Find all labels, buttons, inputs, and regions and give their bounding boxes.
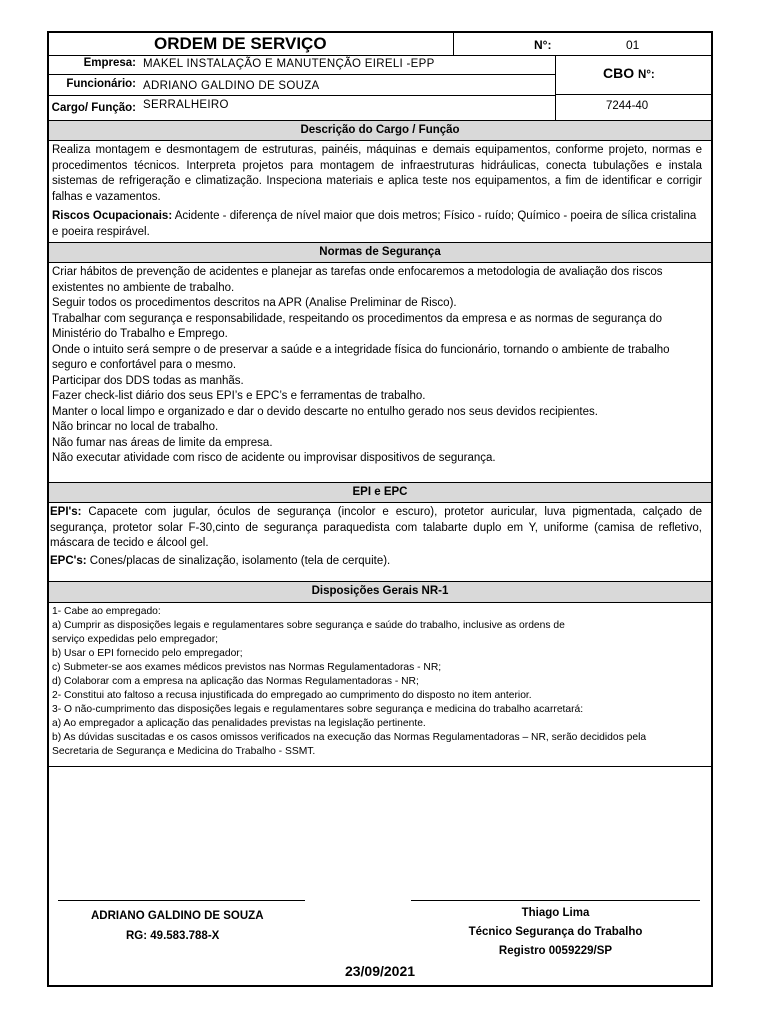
disposicao-item: 3- O não-cumprimento das disposições legais e regulamentares sobre segurança e medicina do trabalho acarretará:: [52, 704, 584, 715]
section-header-normas: Normas de Segurança: [49, 242, 711, 263]
norma-item: Onde o intuito será sempre o de preservar a saúde e a integridade física do funcionário, tornando o ambiente de trabalho seguro e confortável para o mesmo.: [52, 343, 670, 371]
technician-signature-line: [411, 900, 700, 901]
norma-item: Trabalhar com segurança e responsabilidade, respeitando os procedimentos da empresa e as normas de segurança do Ministério do Trabalho e Emprego.: [52, 312, 663, 340]
norma-item: Não fumar nas áreas de limite da empresa.: [52, 436, 273, 449]
empresa-value: MAKEL INSTALAÇÃO E MANUTENÇÃO EIRELI -EPP: [143, 58, 435, 70]
riscos-label: Riscos Ocupacionais:: [52, 210, 173, 222]
number-value: 01: [626, 38, 640, 52]
epi-label: EPI's:: [50, 506, 82, 518]
disposicao-item: d) Colaborar com a empresa na aplicação das Normas Regulamentadoras - NR;: [52, 676, 419, 687]
number-label: N°:: [534, 38, 552, 52]
section-header-descricao: Descrição do Cargo / Função: [49, 120, 711, 141]
descricao-text: Realiza montagem e desmontagem de estruturas, painéis, máquinas e demais equipamentos, conforme projeto, normas e procedimentos técnicos. Interpreta projetos para montagem de infraestruturas hidráulicas, conecta tubulações e instala sistemas de refrigeração e climatização. Inspeciona materiais e aplica teste nos equipamentos, a fim de identificar e corrigir falhas e vazamentos.: [52, 144, 702, 203]
disposicao-item: a) Ao empregador a aplicação das penalidades previstas na legislação pertinente.: [52, 718, 426, 729]
epc-label: EPC's:: [50, 554, 87, 567]
disposicoes-block: [52, 605, 707, 759]
riscos-paragraph: [52, 209, 702, 240]
norma-item: Participar dos DDS todas as manhãs.: [52, 374, 244, 387]
section-header-disposicoes: Disposições Gerais NR-1: [49, 581, 711, 603]
empresa-label: Empresa:: [83, 57, 136, 69]
cargo-value: SERRALHEIRO: [143, 99, 229, 111]
technician-registro: Registro 0059229/SP: [498, 945, 613, 957]
disposicao-item: 2- Constitui ato faltoso a recusa injustificada do empregado ao cumprimento do disposto no item anterior.: [52, 690, 532, 701]
employee-rg: RG: 49.583.788-X: [126, 930, 220, 942]
descricao-block: [52, 143, 702, 240]
cbo-label: CBO N°:: [603, 65, 655, 81]
service-order-form: [47, 31, 713, 987]
funcionario-value: ADRIANO GALDINO DE SOUZA: [143, 80, 320, 92]
riscos-text: Acidente - diferença de nível maior que dois metros; Físico - ruído; Químico - poeira de sílica cristalina e poeira respirável.: [52, 210, 697, 238]
disposicao-item: serviço expedidas pelo empregador;: [52, 634, 218, 645]
epc-text: Cones/placas de sinalização, isolamento (tela de cerquite).: [86, 554, 391, 567]
norma-item: Fazer check-list diário dos seus EPI’s e EPC’s e ferramentas de trabalho.: [52, 390, 426, 402]
epi-paragraph: [50, 505, 702, 552]
norma-item: Criar hábitos de prevenção de acidentes e planejar as tarefas onde enfocaremos a metodologia de avaliação dos riscos existentes no ambiente de trabalho.: [52, 266, 663, 294]
disposicao-item: a) Cumprir as disposições legais e regulamentares sobre segurança e saúde do trabalho, inclusive as ordens de: [52, 620, 565, 631]
cbo-value: 7244-40: [606, 100, 649, 112]
employee-name: ADRIANO GALDINO DE SOUZA: [91, 910, 264, 922]
page-title: ORDEM DE SERVIÇO: [154, 34, 327, 53]
disposicao-item: c) Submeter-se aos exames médicos previstos nas Normas Regulamentadoras - NR;: [52, 662, 442, 673]
norma-item: Manter o local limpo e organizado e dar o devido descarte no entulho gerado nos seus devidos recipientes.: [52, 405, 598, 418]
norma-item: Seguir todos os procedimentos descritos na APR (Analise Preliminar de Risco).: [52, 297, 457, 309]
employee-signature-line: [58, 900, 305, 901]
disposicao-item: 1- Cabe ao empregado:: [52, 606, 161, 617]
epi-block: [50, 505, 702, 569]
epc-paragraph: [50, 554, 702, 570]
section-header-epi: EPI e EPC: [49, 482, 711, 503]
disposicao-item: b) Usar o EPI fornecido pelo empregador;: [52, 648, 243, 659]
cargo-label: Cargo/ Função:: [51, 102, 136, 114]
title-divider: [453, 33, 454, 55]
document-date: 23/09/2021: [344, 963, 416, 979]
disposicao-item: Secretaria de Segurança e Medicina do Trabalho - SSMT.: [52, 746, 316, 757]
norma-item: Não executar atividade com risco de acidente ou improvisar dispositivos de segurança.: [52, 452, 496, 464]
disposicao-item: b) As dúvidas suscitadas e os casos omissos verificados na execução das Normas Regulamentadoras – NR, serão decididos pela: [52, 732, 647, 743]
technician-role: Técnico Segurança do Trabalho: [468, 926, 643, 938]
normas-block: [52, 265, 702, 467]
norma-item: Não brincar no local de trabalho.: [52, 421, 219, 433]
technician-name: Thiago Lima: [521, 907, 590, 919]
epi-text: Capacete com jugular, óculos de segurança (incolor e escuro), protetor auricular, luva pigmentada, calçado de segurança, protetor solar F-30,cinto de segurança paraquedista com talabarte duplo em Y, uniforme (camisa de refletivo, máscara de tecido e álcool gel.: [50, 506, 702, 549]
funcionario-label: Funcionário:: [66, 78, 136, 90]
